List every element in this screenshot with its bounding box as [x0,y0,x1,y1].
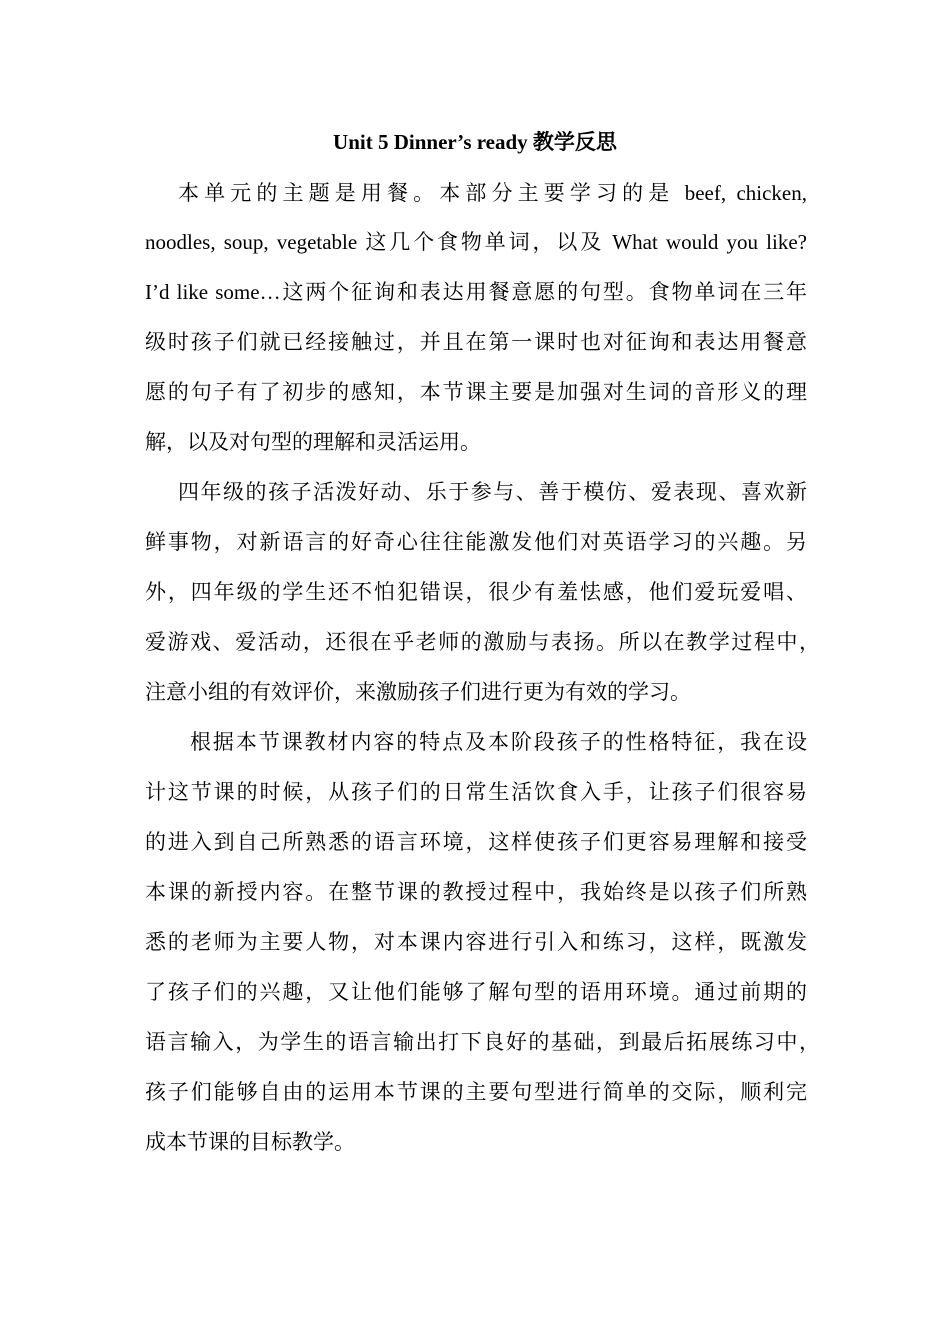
paragraph-3-line-2: 计这节课的时候，从孩子们的日常生活饮食入手，让孩子们很容易 [145,780,807,804]
paragraph-3-line-9: 成本节课的目标教学。 [145,1130,355,1154]
paragraph-1-line-5: 愿的句子有了初步的感知，本节课主要是加强对生词的音形义的理 [145,380,807,404]
paragraph-2-line-4: 爱游戏、爱活动，还很在乎老师的激励与表扬。所以在教学过程中， [145,630,820,654]
paragraph-1-line-6: 解，以及对句型的理解和灵活运用。 [145,430,481,454]
document-title: Unit 5 Dinner’s ready 教学反思 [333,130,617,154]
paragraph-3-line-7: 语言输入，为学生的语言输出打下良好的基础，到最后拓展练习中， [145,1030,820,1054]
paragraph-3-line-1: 根据本节课教材内容的特点及本阶段孩子的性格特征，我在设 [190,730,807,754]
paragraph-3-line-8: 孩子们能够自由的运用本节课的主要句型进行简单的交际，顺利完 [145,1080,807,1104]
paragraph-1-line-3: I’d like some…这两个征询和表达用餐意愿的句型。食物单词在三年 [145,280,807,304]
paragraph-2-line-3: 外，四年级的学生还不怕犯错误，很少有羞怯感，他们爱玩爱唱、 [145,580,807,604]
paragraph-1-line-1: 本单元的主题是用餐。本部分主要学习的是 beef, chicken, [178,181,807,205]
paragraph-2-line-2: 鲜事物，对新语言的好奇心往往能激发他们对英语学习的兴趣。另 [145,530,807,554]
paragraph-3-line-4: 本课的新授内容。在整节课的教授过程中，我始终是以孩子们所熟 [145,880,807,904]
paragraph-2-line-1: 四年级的孩子活泼好动、乐于参与、善于模仿、爱表现、喜欢新 [178,480,807,504]
paragraph-3-line-6: 了孩子们的兴趣，又让他们能够了解句型的语用环境。通过前期的 [145,980,807,1004]
paragraph-1-line-4: 级时孩子们就已经接触过，并且在第一课时也对征询和表达用餐意 [145,330,807,354]
paragraph-1-line-2: noodles, soup, vegetable 这几个食物单词，以及 What would you like? [145,230,807,254]
paragraph-2-line-5: 注意小组的有效评价，来激励孩子们进行更为有效的学习。 [145,680,691,704]
paragraph-3-line-5: 悉的老师为主要人物，对本课内容进行引入和练习，这样，既激发 [145,930,807,954]
paragraph-3-line-3: 的进入到自己所熟悉的语言环境，这样使孩子们更容易理解和接受 [145,830,807,854]
